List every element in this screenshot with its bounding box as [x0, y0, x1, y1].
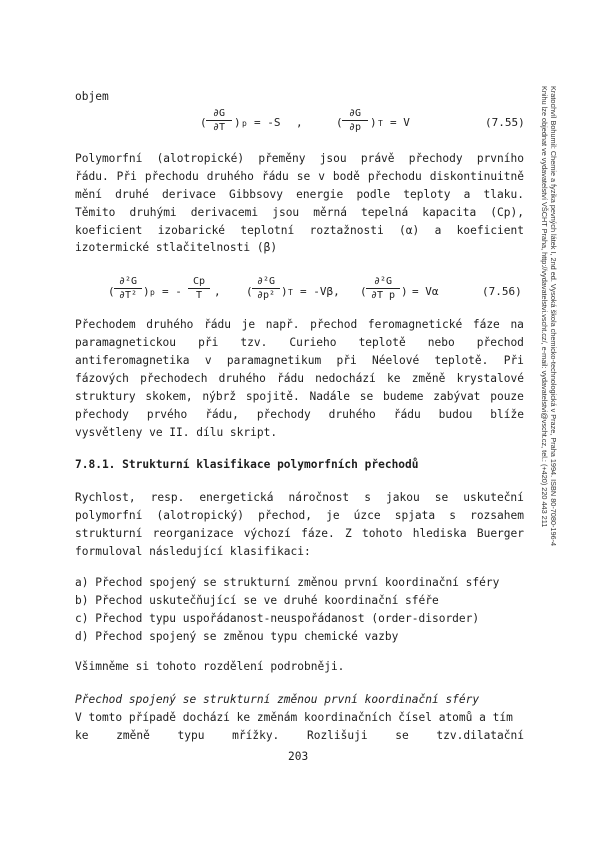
word: pouze [490, 390, 524, 403]
word: např. [265, 318, 300, 331]
word: při [198, 336, 219, 349]
word: měrná [313, 206, 347, 219]
word: fázových [75, 372, 129, 385]
word: reorganizace [152, 527, 234, 540]
word: řádu [204, 318, 232, 331]
word: mění [75, 188, 102, 201]
eq756-t: T [195, 290, 203, 301]
para1-line-4 [75, 206, 524, 220]
word: Rychlost, [75, 491, 136, 504]
para1-line-5 [75, 224, 524, 238]
eq756-number: (7.56) [482, 285, 522, 298]
eq756-rhs3: = Vα [412, 285, 439, 298]
para2-line-5 [75, 390, 524, 404]
word: blíže [490, 408, 524, 421]
word: teplotě [358, 336, 406, 349]
eq755-frac2-num: ∂G [348, 108, 362, 119]
word: druhého [206, 170, 254, 183]
word: tzv.dilatační [436, 729, 524, 742]
word: přechod, [258, 509, 312, 522]
word: teplotě. [434, 354, 489, 367]
eq755-rhs1: = -S [254, 116, 281, 129]
word: přeměny [258, 152, 306, 165]
para2-line-4 [75, 372, 524, 386]
word: derivace [161, 188, 216, 201]
word: se [359, 390, 374, 403]
word: v [204, 354, 212, 367]
eq755-frac1-num: ∂G [212, 108, 226, 119]
word: jakou [386, 491, 420, 504]
word: Přechodem [75, 318, 136, 331]
word: přechodu [144, 170, 199, 183]
eq756-frac1-den: ∂T² [118, 290, 138, 301]
word: jsou [319, 152, 347, 165]
eq755-rhs2: = V [390, 116, 410, 129]
word: antiferomagnetika [75, 354, 190, 367]
word: teplotní [240, 224, 295, 237]
word: polymorfní [75, 509, 143, 522]
word: spojitě. [245, 390, 300, 403]
word: derivacemi [190, 206, 259, 219]
word: (Cp), [490, 206, 524, 219]
word: feromagnetické [367, 318, 463, 331]
side-citation [536, 86, 558, 736]
word: struktury [75, 390, 136, 403]
list-item: c) Přechod typu uspořádanost-neuspořádanost (order-disorder) [75, 612, 480, 625]
word: nýbrž [202, 390, 237, 403]
word: Rozlišuji [306, 729, 368, 742]
word: řádu, [205, 408, 239, 421]
para2-line-3 [75, 354, 524, 368]
word: ke [387, 372, 401, 385]
para2-line-7: vysvětleny ve II. dílu skript. [75, 426, 278, 439]
eq755-sub2: T [378, 119, 383, 128]
para2-line-6 [75, 408, 524, 422]
eq755-comma: , [296, 116, 303, 129]
word: náročnost [288, 491, 350, 504]
word: prvního [476, 152, 524, 165]
word: diskontinuitně [429, 170, 524, 183]
list-item: d) Přechod spojený se změnou typu chemické vazby [75, 630, 399, 643]
eq756-rhs2: = -Vβ, [300, 285, 340, 298]
word: koeficient [456, 224, 524, 237]
eq756-sub2: T [288, 288, 293, 297]
word: při [336, 354, 357, 367]
para4-line-1: V tomto případě dochází ke změnám koordinačních čísel atomů a tím [75, 711, 513, 724]
word: úzce [353, 509, 381, 522]
word: paramagnetikum [226, 354, 322, 367]
word: ke [75, 729, 89, 742]
word: v [318, 170, 325, 183]
eq755-frac2-den: ∂p [348, 122, 362, 133]
para3-line-2 [75, 509, 524, 523]
eq755-sub1: p [242, 119, 247, 128]
word: fáze. [301, 527, 335, 540]
eq756-frac1-num: ∂²G [118, 276, 138, 287]
word: Buerger [476, 527, 524, 540]
eq756-eq1-mid: = - [162, 285, 182, 298]
italic-subheading: Přechod spojený se strukturní změnou první koordinační sféry [75, 693, 480, 706]
word: a [434, 224, 442, 237]
para3-line-1 [75, 491, 524, 505]
eq756-frac3-num: ∂²G [373, 276, 393, 287]
word: spjata [394, 509, 436, 522]
word: druhého [218, 372, 266, 385]
word: na [510, 318, 524, 331]
word: paramagnetickou [75, 336, 177, 349]
word: Těmito [75, 206, 116, 219]
word: teploty [403, 188, 451, 201]
word: fáze [472, 318, 500, 331]
para3-line-3 [75, 527, 524, 541]
word: rozsahem [470, 509, 524, 522]
word: kapacita [422, 206, 477, 219]
para4-line-2 [75, 729, 524, 743]
side-citation-line2: Knihu lze objednat ve vydavatelství VŠCHT Praha, http://vydavatelstvi.vscht.cz/, e-mail: vydavatelstvi@vscht.cz, tel.: (+420) 220 443 211 [540, 86, 549, 528]
word: tzv. [240, 336, 268, 349]
word: změně [116, 729, 150, 742]
word: (alotropické) [156, 152, 245, 165]
word: druhého [328, 408, 376, 421]
word: Nadále [309, 390, 350, 403]
word: izobarické [157, 224, 226, 237]
word: Polymorfní [75, 152, 143, 165]
word: energetická [199, 491, 274, 504]
word: Néelové [372, 354, 420, 367]
word: přechody [256, 408, 311, 421]
word: druhé [115, 188, 149, 201]
word: řádu [261, 170, 289, 183]
word: s [364, 491, 371, 504]
para1-line-1 [75, 152, 524, 166]
eq756-frac2-num: ∂²G [256, 276, 276, 287]
para1-line-3 [75, 188, 524, 202]
word: Při [116, 170, 137, 183]
word: se [434, 491, 449, 504]
word: a [463, 188, 471, 201]
word: skokem, [145, 390, 193, 403]
word: typu [177, 729, 205, 742]
word: prvého [146, 408, 188, 421]
word: se [395, 729, 409, 742]
side-citation-line1: Kratochvíl Bohumil: Chemie a fyzika pevných látek I, 2nd ed. Vysoká škola chemicko-technologická v Praze, Praha 1994. ISBN 80-7080-196-4 [549, 86, 558, 547]
eq756-frac2-den: ∂p² [256, 290, 276, 301]
word: přechodech [140, 372, 208, 385]
word: jsou [272, 206, 300, 219]
eq755-number: (7.55) [485, 116, 525, 129]
word: právě [360, 152, 395, 165]
eq755-frac1 [206, 108, 232, 133]
eq756-frac2 [252, 276, 280, 301]
word: (alotropický) [156, 509, 245, 522]
word: je [241, 318, 256, 331]
word: energie [296, 188, 344, 201]
intro-word: objem [75, 90, 109, 103]
word: s [449, 509, 456, 522]
word: podle [356, 188, 391, 201]
word: řádu. [75, 170, 109, 183]
word: řádu [393, 408, 421, 421]
word: nebo [427, 336, 455, 349]
eq756-frac3 [366, 276, 400, 301]
note-line: Všimněme si tohoto rozdělení podrobněji. [75, 660, 345, 673]
word: budeme [383, 390, 424, 403]
word: druhými [129, 206, 177, 219]
para2-line-1 [75, 318, 524, 332]
word: přechod [310, 318, 358, 331]
word: budou [438, 408, 473, 421]
page-number: 203 [288, 750, 309, 763]
word: mřížky. [232, 729, 280, 742]
word: změně [411, 372, 446, 385]
eq755-frac1-den: ∂T [212, 122, 226, 133]
word: přechodu [367, 170, 422, 183]
eq756-frac-cp [188, 276, 210, 301]
word: Gibbsovy [229, 188, 283, 201]
eq756-frac1 [114, 276, 142, 301]
eq756-cp: Cp [192, 276, 206, 287]
word: hlediska [412, 527, 467, 540]
word: Curieho [289, 336, 337, 349]
word: tohoto [362, 527, 403, 540]
word: se [296, 170, 311, 183]
word: tlaku. [483, 188, 524, 201]
word: přechody [408, 152, 463, 165]
section-heading: 7.8.1. Strukturní klasifikace polymorfních přechodů [75, 458, 419, 471]
word: resp. [150, 491, 185, 504]
word: (α) [399, 224, 420, 237]
word: krystalové [456, 372, 524, 385]
eq756-comma: , [214, 285, 221, 298]
word: Z [345, 527, 352, 540]
eq756-frac3-den: ∂T p [370, 290, 396, 301]
word: roztažnosti [309, 224, 384, 237]
eq755-frac2 [342, 108, 368, 133]
list-item: a) Přechod spojený se strukturní změnou první koordinační sféry [75, 576, 500, 589]
word: je [326, 509, 340, 522]
eq756-sub1: p [150, 288, 155, 297]
word: Při [503, 354, 524, 367]
word: nedochází [315, 372, 376, 385]
word: bodě [332, 170, 360, 183]
word: druhého [146, 318, 194, 331]
word: uskuteční [463, 491, 524, 504]
word: řádu [277, 372, 304, 385]
word: přechod [476, 336, 524, 349]
word: tepelná [361, 206, 409, 219]
para1-line-2 [75, 170, 524, 184]
word: výchozí [243, 527, 291, 540]
para2-line-2 [75, 336, 524, 350]
word: zabývat [433, 390, 481, 403]
para3-line-4: formuloval následující klasifikaci: [75, 545, 311, 558]
list-item: b) Přechod uskutečňující se ve druhé koordinační sféře [75, 594, 439, 607]
para1-line-6: izotermické stlačitelnosti (β) [75, 241, 278, 254]
word: koeficient [75, 224, 143, 237]
word: strukturní [75, 527, 143, 540]
word: přechody [75, 408, 129, 421]
